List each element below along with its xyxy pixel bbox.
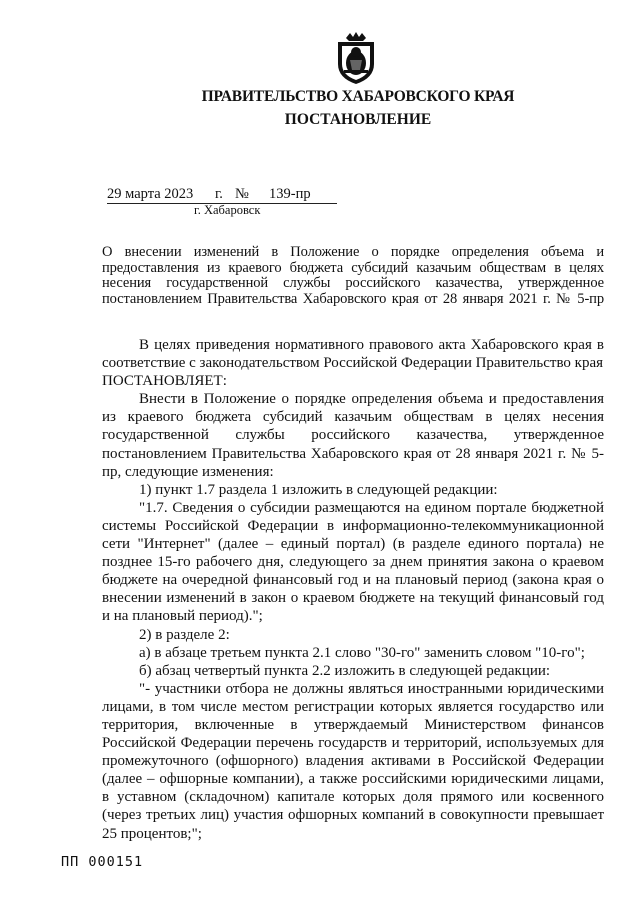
document-subject: О внесении изменений в Положение о порядке определения объема и предоставления из краевого бюджета субсидий казачьим обществам в целях несения государственной службы российского казачества, утвержденное постановлением Правительства Хабаровского края от 28 января 2021 г. № 5-пр [102, 244, 604, 307]
item-2: 2) в разделе 2: [139, 626, 230, 643]
item-2b-text: "- участники отбора не должны являться иностранными юридическими лицами, в том числе местом регистрации которых является государство или территория, включенные в утверждаемый Министерством финансов Российской Федерации перечень государств и территорий, используемых для промежуточного (офшорного) владения активами в Российской Федерации (далее – офшорные компании), а также российскими юридическими лицами, в уставном (складочном) капитале которых доля прямого или косвенного (через третьих лиц) участия офшорных компаний в совокупности превышает 25 процентов;"; [102, 680, 604, 842]
item-1-text: "1.7. Сведения о субсидии размещаются на едином портале бюджетной системы Российской Федерации в информационно-телекоммуникационной сети "Интернет" (далее – единый портал) (в разделе единого портала) не позднее 15-го рабочего дня, следующего за днем принятия закона о краевом бюджете на очередной финансовый год и на плановый период (закона края о внесении изменений в закон о краевом бюджете на текущий финансовый год и на плановый период)."; [102, 499, 604, 625]
item-1: 1) пункт 1.7 раздела 1 изложить в следующей редакции: [139, 481, 498, 498]
item-2a: а) в абзаце третьем пункта 2.1 слово "30-го" заменить словом "10-го"; [139, 644, 585, 661]
preamble-paragraph: В целях приведения нормативного правового акта Хабаровского края в соответствие с законодательством Российской Федерации Правительство края [102, 337, 604, 372]
city-name: г. Хабаровск [194, 203, 261, 217]
intro-paragraph: Внести в Положение о порядке определения объема и предоставления из краевого бюджета субсидий казачьим обществам в целях несения государственной службы российского казачества, утвержденное постановлением Правительства Хабаровского края от 28 января 2021 г. № 5-пр, следующие изменения: [102, 391, 604, 480]
date-number-line [107, 186, 337, 204]
item-2b: б) абзац четвертый пункта 2.2 изложить в следующей редакции: [139, 662, 551, 679]
coat-of-arms-icon [333, 30, 379, 86]
document-type: ПОСТАНОВЛЕНИЕ [284, 111, 432, 128]
document-body [102, 336, 604, 843]
document-date: 29 марта 2023 [107, 186, 194, 202]
form-code: ПП 000151 [61, 854, 144, 870]
number-sign: № [235, 186, 249, 202]
date-year-suffix: г. [215, 186, 223, 202]
resolves-heading: ПОСТАНОВЛЯЕТ: [102, 373, 227, 390]
document-number: 139-пр [269, 186, 311, 202]
organization-name: ПРАВИТЕЛЬСТВО ХАБАРОВСКОГО КРАЯ [201, 88, 515, 105]
